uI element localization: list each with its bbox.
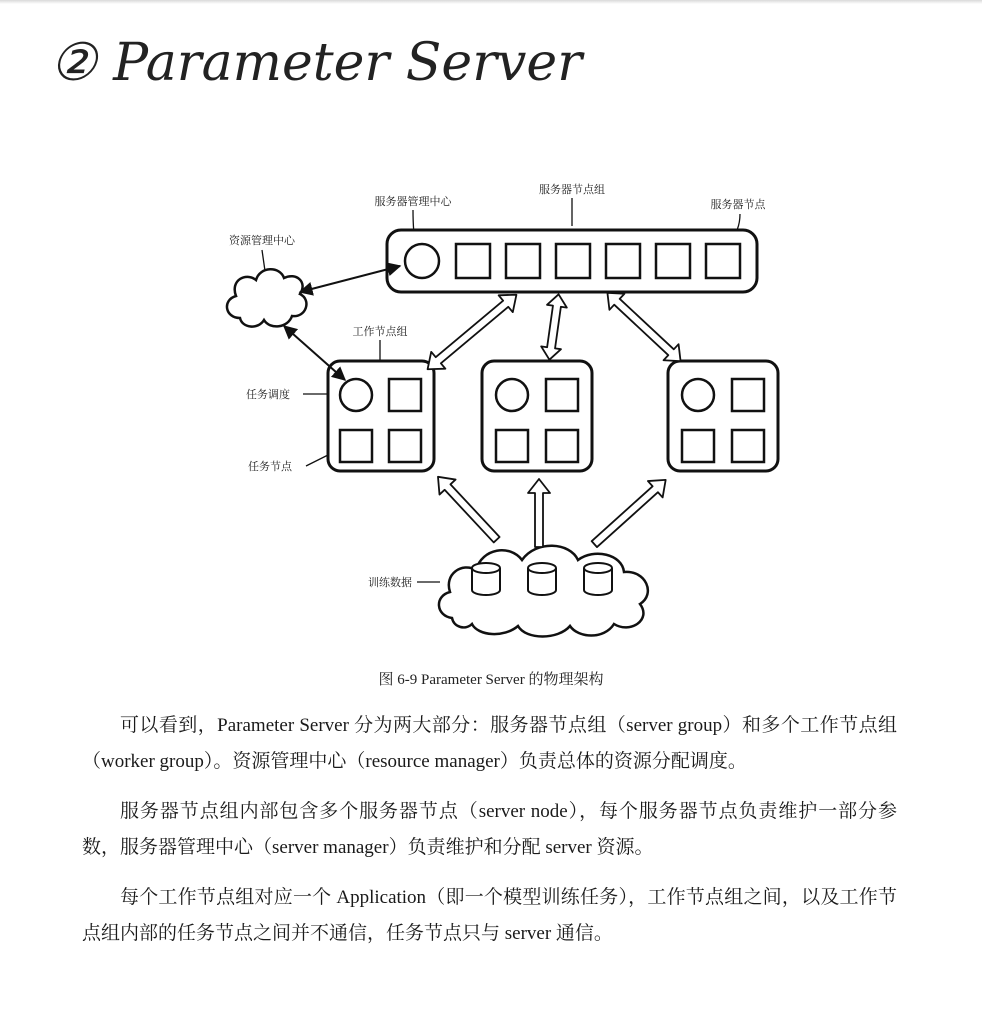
data-worker2-arrow <box>528 479 550 547</box>
server-worker2-arrow <box>540 293 569 361</box>
task-node <box>340 430 372 462</box>
label-resource-manager: 资源管理中心 <box>229 234 295 247</box>
task-node <box>546 430 578 462</box>
task-node <box>682 430 714 462</box>
data-cylinder <box>472 563 500 595</box>
label-server-group: 服务器节点组 <box>539 183 605 196</box>
data-worker1-arrow <box>430 469 505 547</box>
handwritten-note <box>40 18 600 108</box>
server-manager-node <box>405 244 439 278</box>
label-worker-group: 工作节点组 <box>352 325 408 338</box>
data-worker3-arrow <box>587 472 673 553</box>
paragraph: 每个工作节点组对应一个 Application（即一个模型训练任务），工作节点组之间，以及工作节点组内部的任务节点之间并不通信，任务节点只与 server 通信。 <box>82 887 897 944</box>
task-node <box>496 430 528 462</box>
server-node <box>506 244 540 278</box>
worker-group-2 <box>482 361 592 471</box>
label-training-data: 训练数据 <box>368 576 412 589</box>
task-scheduler-node <box>682 379 714 411</box>
training-data-cylinders <box>472 563 612 595</box>
figure-caption: 图 6-9 Parameter Server 的物理架构 <box>378 672 604 688</box>
server-group <box>387 230 757 292</box>
worker-group-3 <box>668 361 778 471</box>
label-server-manager: 服务器管理中心 <box>374 195 452 208</box>
label-task-scheduler: 任务调度 <box>246 388 290 401</box>
paragraph: 可以看到，Parameter Server 分为两大部分：服务器节点组（server group）和多个工作节点组（worker group）。资源管理中心（resource manager）负责总体的资源分配调度。 <box>82 715 897 772</box>
architecture-diagram <box>200 168 800 648</box>
resource-worker-link <box>284 326 345 380</box>
server-node <box>456 244 490 278</box>
task-node <box>546 379 578 411</box>
server-node <box>556 244 590 278</box>
handwritten-note-text: ② Parameter Server <box>50 33 583 93</box>
paragraph: 服务器节点组内部包含多个服务器节点（server node），每个服务器节点负责维护一部分参数，服务器管理中心（server manager）负责维护和分配 server 资源。 <box>82 801 897 858</box>
server-node <box>606 244 640 278</box>
resource-server-link <box>300 266 400 292</box>
task-node <box>732 379 764 411</box>
task-scheduler-node <box>340 379 372 411</box>
body-text <box>82 708 897 966</box>
data-cylinder <box>584 563 612 595</box>
server-node <box>656 244 690 278</box>
resource-manager-cloud <box>227 269 306 326</box>
label-task-node: 任务节点 <box>248 460 292 473</box>
label-server-node: 服务器节点 <box>710 198 766 211</box>
task-scheduler-node <box>496 379 528 411</box>
server-worker3-arrow <box>600 285 688 369</box>
task-node <box>389 379 421 411</box>
data-cylinder <box>528 563 556 595</box>
page-top-shadow <box>0 0 982 4</box>
server-node <box>706 244 740 278</box>
task-node <box>389 430 421 462</box>
worker-group-1 <box>328 361 434 471</box>
task-node <box>732 430 764 462</box>
